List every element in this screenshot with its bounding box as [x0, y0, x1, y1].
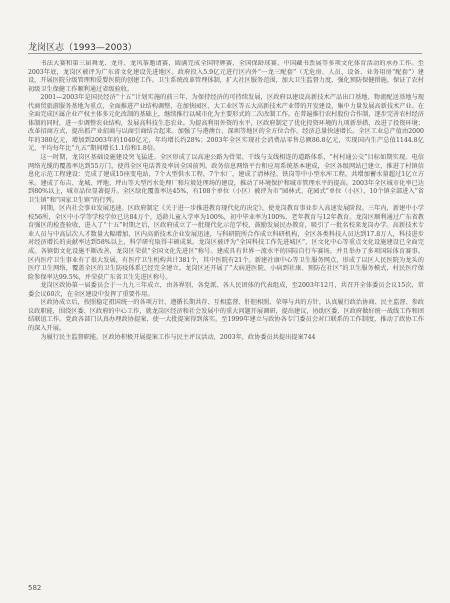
paragraph: 同期，区内社会事业发展迅速。区政府制定《关于进一步推进教育现代化的决定》，使龙岗教育事业步入高速发展阶段。三年内，新建中小学校56所，全区中小学等学校学位已达84万个，适龄儿童入学率为100%，初中毕业率为100%，老年教育与12年教育。龙岗区顺利通过广东省教育强区的检查验收，进入了“十五”时期之后，区政府成立了一批现代化示范学校，鼓励发展民办教育，吸引了一批名校来龙岗办学。高新技术专业人员与中高层次人才数量大幅增加，区内高新技术企业发展迅速，与科研院所合作成立科研机构，全区各类科技人员达到17.8万人，科技进步对经济增长的贡献率达到58%以上，科学研究取得丰硕成果。龙岗区被评为“全国科技工作先进城区”，区文化中心等重点文化设施建设已全面完成。各镇街文化设施不断改善，龙岗区荣获“全国文化先进区”称号。建成具有世界一流水平的国际自行车赛场，并且举办了多项国际体育赛事。区内医疗卫生事业有了很大发展，有医疗卫生机构共计381个，其中医院有21个。新建社康中心等卫生服务网点，形成了以区人民医院为龙头的医疗卫生网络，覆盖全区的卫生防疫体系已经完全建立。龙岗区还开展了“大病进医院、小病到社康、预防在社区”的卫生服务模式，村民医疗保险参保率达99.5%，并荣获广东省卫生先进区称号。 — [28, 205, 424, 281]
running-header: 龙岗区志（1993—2003） — [28, 43, 137, 53]
paragraph: 书法大赛和第三届舞龙、龙舟、龙风筝邀请赛，圆满完成全国特牌赛、全国保龄球赛、中国藏书票展等多项文化体育活动的承办工作。至2003年底，龙岗区被评为广东省文化建设先进地区。政府投入5.9亿元进行区内外“一龙三配套”（无危房、人员、设备、业务用房“配套”）建设，开展医院分级管理和爱婴医院的创建工作。卫生系统改革管理体制，扩大社区服务范围，加大卫生监督力度，强化预防保健措施，保证了农村初级卫生保健工作顺利通过省级验收。 — [28, 60, 424, 93]
paragraph: 这一时期，龙岗区基础设施建设突飞猛进。全区形成了以高速公路为骨架、干线与支线相连的道路体系，“村村通公交”目标如期实现。电信网络光缆的覆盖率达到55万门，使得全区电话普及率居全国前列。政务信息网络平台和应用系统基本建成，全区各级网站已建立，推进了村镇信息化示范工程建设：完成了建成15座变电站，7个大型供水工程，7个水厂，建成了清林径、铁岗等中小型水库工程，共增加蓄水量超过1亿立方米。建成了布吉、龙城、坪地、坪山等大型污水处理厂和垃圾处理场的建设，推动了环境保护和城市管理水平的提高。2003年全区城市化率已达到80%以上，城市品位显著提升。全区绿化覆盖率达45%，有108个单位（小区）被评为市“园林式、花园式”单位（小区），10个镇全部进入“省卫生镇”和“国家卫生镇”的行列。 — [28, 154, 424, 204]
paragraph: 龙岗区政协第一届委员会于一九九三年成立，由各界别、各党派、各人民团体的代表组成，至2003年12月，共召开全体委员会议15次，常委会议60次，在全区建设中发挥了重要作用。 — [28, 282, 424, 298]
paragraph: 区政协成立后，按照稳定祖国统一的各项方针，遵循长期共存、互相监督、肝胆相照、荣辱与共的方针，认真履行政治协商、民主监督、参政议政职能，围绕区委、区政府的中心工作，就龙岗区经济和社会发展中的重大问题开展调研，提出建议，协助区委、区政府做好统一战线工作和团结联谊工作。党政各部门认真办理政协提案，使一大批提案得到落实。至1999年建立与政协各专门委员会对口联系的工作制度，推动了政协工作的深入开展。 — [28, 299, 424, 332]
page-number: 582 — [28, 584, 42, 592]
body-text — [28, 60, 424, 580]
header-rule — [28, 53, 422, 54]
paragraph: 为履行民主监督职能，区政协积极开展提案工作与民主评议活动，2003年，政协委员共提出提案744 — [40, 333, 316, 341]
paragraph: 2001—2003年是国民经济“十五”计划实施的前三年，为保持经济的可持续发展，区政府以建设高新技术产品出口基地、物流配送基地与现代商贸旅游服务基地为重点，全面推进产业结构调整，在加快园区、大工业区等五大高新技术产业带的开发建设，集中力量发展高新技术产业。在全面完成区属企业产权主体多元化改制的基础上，继续推行以城市化为主要形式的二次改制工作。在普遍推行农村股份合作制，逐步完善农村经济体制的同时，进一步调整农业结构，发展高科技生态农业。为提高利用外资的水平，区政府制定了优化投资环境的九项新举措，改进了投资环境；改革招商方式，提出抓产业招商与以商引商结合起来。加强了与港澳台、深圳等地区的全方位合作，经济总量快速增长。全区工业总产值由2000年的380亿元，增加到2003年的1040亿元，年均增长约28%；2003年全区实现社会消费品零售总额86.8亿元，实现国内生产总值1144.8亿元，平均每年比“九五”期间增长1.1倍和1.8倍。 — [28, 94, 424, 153]
